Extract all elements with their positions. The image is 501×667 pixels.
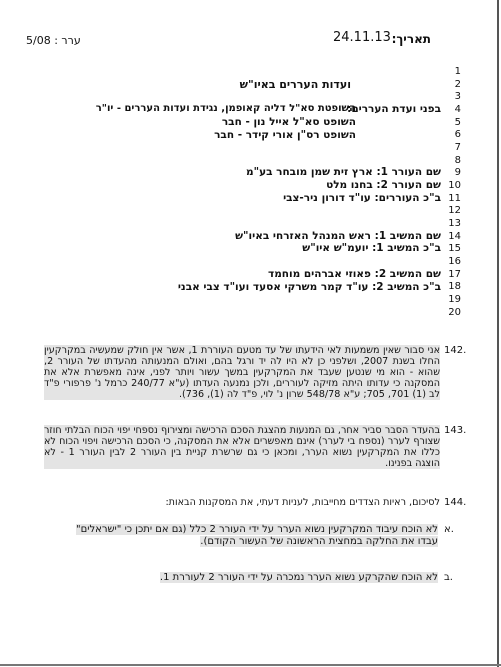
respondent-1-counsel: ב"כ המשיב 1: יועמ"ש איו"ש [302, 242, 441, 254]
line-number: 17 [448, 269, 461, 280]
committee-label: בפני ועדת העררים: [347, 103, 441, 115]
line-number: 10 [448, 180, 461, 191]
point-text-content: לא הוכח עיבוד המקרקעין נשוא הערר על ידי העורר 2 כלל (גם אם יתכן כי "ישראלים" עבדו את החלקה במחצית הראשונה של העשור הקודם). [75, 524, 438, 547]
line-number: 9 [454, 167, 461, 178]
page-border-bottom [0, 664, 501, 666]
respondent-2-counsel: ב"כ המשיב 2: עו"ד קמר משרקי אסעד ועו"ד צבי אבני [177, 281, 441, 293]
point-text-content: לא הוכח שהקרקע נשוא הערר נמכרה על ידי העורר 2 לעוררת 1. [159, 572, 438, 583]
appellant-2: שם העורר 2: בחנו מלט [326, 179, 441, 191]
line-number: 8 [454, 155, 461, 166]
line-number: 1 [454, 66, 461, 77]
appellant-1: שם העורר 1: ארץ זית שמן מובחר בע"מ [246, 166, 441, 178]
line-number: 7 [454, 142, 461, 153]
point-letter: ב. [444, 572, 453, 583]
point-text [60, 524, 438, 548]
paragraph-text: בהעדר הסבר סביר אחר, גם המנעות מהצגת הסכם הרכישה ומצירוף נספחי יפוי הכוח הבלתי חוזר שצורף לערר (נספח בי לערר) אינם מאפשרים אלא את המסקנה, כי הסכם הרכישה ויפוי הכוח לא כללו את המקרקעין נשוא הערר, ומכאן כי גם שרשרת קניית בין העורר 2 לבין העורר 1 - לא הוצגה בפנינו. [44, 425, 440, 469]
committee-chair: השופטת סא"ל דליה קאופמן, נגידת ועדות העררים - יו"ר [95, 103, 356, 114]
line-number: 6 [454, 129, 461, 140]
line-number: 12 [448, 205, 461, 216]
paragraph-number: 144. [444, 497, 467, 508]
date-value: 24.11.13 [333, 30, 391, 45]
line-number: 19 [448, 294, 461, 305]
respondent-1: שם המשיב 1: ראש המנהל האזרחי באיו"ש [235, 230, 441, 242]
paragraph-text: אני סבור שאין משמעות לאי הידעתו של עד מטעם העוררת 1, אשר אין חולק שמעשיה במקרקעין החלו בשנת 2007, ושלפני כן לא היו לה יד ורגל בהם, ואולם המנעותה מהעדתו של העורר 2, שהוא - הוא מי שנטען שעבד את המקרקעין במשך עשור ויותר לפני, אינה מאפשרת אלא את המסקנה כי עדותו היתה מזיקה לעוררים, ולכן נמנעה העדתו (ע"א 240/77 כרמל נ' פרפורי פ"ד לב (1) 701, 705; ע"א 548/78 שרון נ' לוי, פ"ד לה (1), 736). [44, 345, 440, 400]
line-number: 16 [448, 256, 461, 267]
line-number: 11 [448, 193, 461, 204]
line-number: 3 [454, 91, 461, 102]
page-border-right [497, 0, 499, 667]
line-number: 5 [454, 117, 461, 128]
point-text [60, 572, 438, 584]
line-number: 18 [448, 281, 461, 292]
line-number: 4 [454, 104, 461, 115]
line-number: 20 [448, 307, 461, 318]
paragraph-number: 142. [444, 345, 467, 356]
committee-member: השופט סא"ל אייל נון - חבר [221, 116, 356, 128]
paragraph-number: 143. [444, 425, 467, 436]
appeal-number: ערר : 5/08 [26, 34, 81, 47]
appellants-counsel: ב"כ העוררים: עו"ד דורון ניר-צבי [283, 192, 441, 204]
point-letter: א. [444, 524, 454, 535]
line-number: 2 [454, 79, 461, 90]
line-number: 15 [448, 243, 461, 254]
line-number: 14 [448, 231, 461, 242]
line-number: 13 [448, 218, 461, 229]
document-title: ועדות העררים באיו"ש [239, 78, 351, 91]
date-label: תאריך: [391, 32, 431, 46]
committee-member: השופט רס"ן אורי קידר - חבר [214, 129, 356, 141]
respondent-2: שם המשיב 2: פאוזי אברהים מוחמד [268, 268, 441, 280]
paragraph-text: לסיכום, ראיות הצדדים מחייבות, לעניות דעתי, את המסקנות הבאות: [165, 497, 440, 508]
